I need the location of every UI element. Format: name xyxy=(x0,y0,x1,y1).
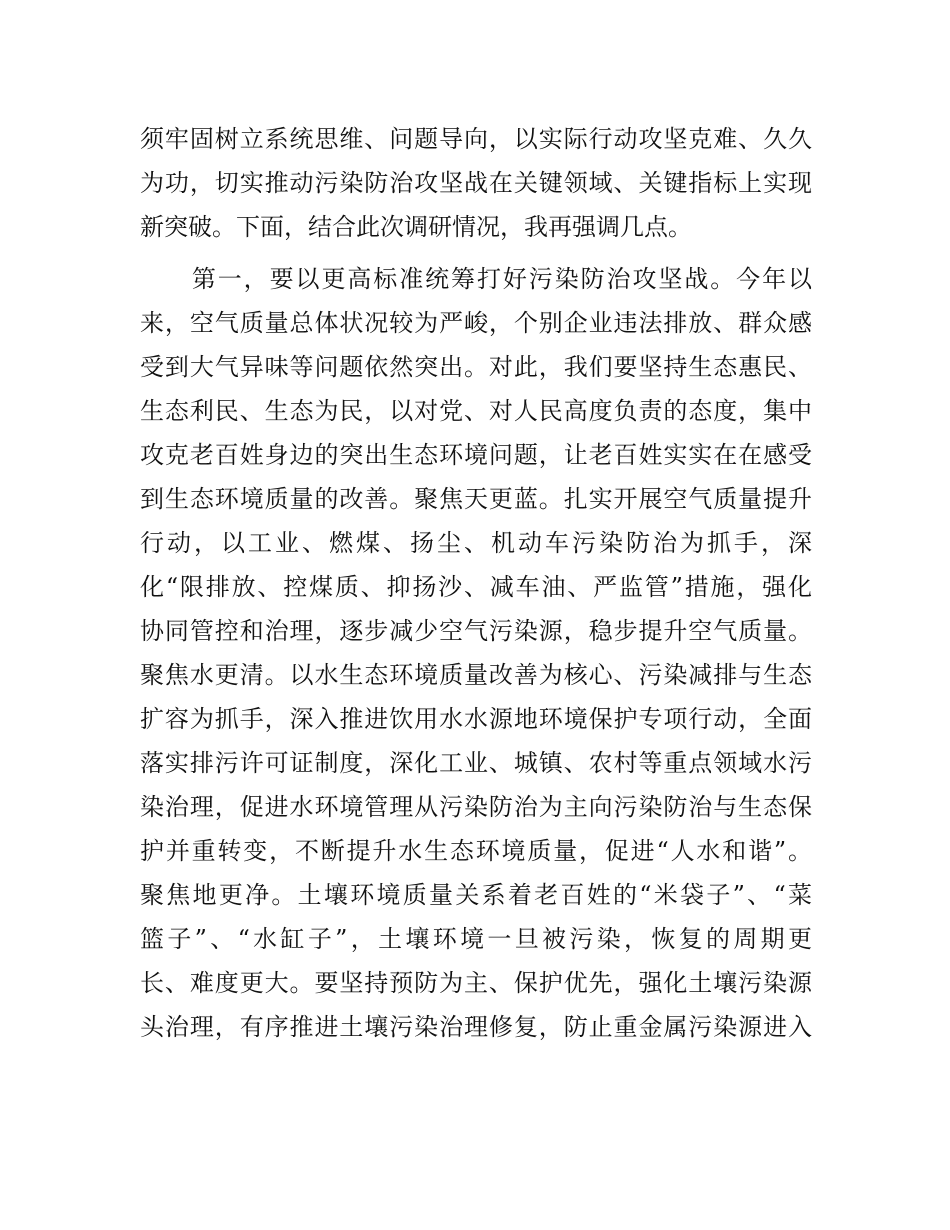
text-line: 头治理，有序推进土壤污染治理修复，防止重金属污染源进入 xyxy=(140,1013,812,1041)
text-line: 聚焦地更净。土壤环境质量关系着老百姓的“米袋子”、“菜 xyxy=(140,881,812,909)
text-line: 受到大气异味等问题依然突出。对此，我们要坚持生态惠民、 xyxy=(140,353,812,381)
text-line: 行动，以工业、燃煤、扬尘、机动车污染防治为抓手，深 xyxy=(140,529,812,557)
text-line: 第一，要以更高标准统筹打好污染防治攻坚战。今年以 xyxy=(140,265,812,293)
text-line: 化“限排放、控煤质、抑扬沙、减车油、严监管”措施，强化 xyxy=(140,573,812,601)
text-line: 新突破。下面，结合此次调研情况，我再强调几点。 xyxy=(140,213,692,241)
document-body xyxy=(140,117,812,1049)
paragraph-spacing xyxy=(140,249,812,257)
text-line: 来，空气质量总体状况较为严峻，个别企业违法排放、群众感 xyxy=(140,309,812,337)
text-line: 长、难度更大。要坚持预防为主、保护优先，强化土壤污染源 xyxy=(140,969,812,997)
paragraph-1 xyxy=(140,117,812,249)
text-line: 协同管控和治理，逐步减少空气污染源，稳步提升空气质量。 xyxy=(140,617,812,645)
text-line: 篮子”、“水缸子”，土壤环境一旦被污染，恢复的周期更 xyxy=(140,925,812,953)
text-line: 扩容为抓手，深入推进饮用水水源地环境保护专项行动，全面 xyxy=(140,705,812,733)
text-line: 聚焦水更清。以水生态环境质量改善为核心、污染减排与生态 xyxy=(140,661,812,689)
text-line: 到生态环境质量的改善。聚焦天更蓝。扎实开展空气质量提升 xyxy=(140,485,812,513)
text-line: 生态利民、生态为民，以对党、对人民高度负责的态度，集中 xyxy=(140,397,812,425)
text-line: 为功，切实推动污染防治攻坚战在关键领域、关键指标上实现 xyxy=(140,169,812,197)
paragraph-2 xyxy=(140,257,812,1049)
text-line: 染治理，促进水环境管理从污染防治为主向污染防治与生态保 xyxy=(140,793,812,821)
text-line: 落实排污许可证制度，深化工业、城镇、农村等重点领域水污 xyxy=(140,749,812,777)
text-line: 须牢固树立系统思维、问题导向，以实际行动攻坚克难、久久 xyxy=(140,125,812,153)
text-line: 护并重转变，不断提升水生态环境质量，促进“人水和谐”。 xyxy=(140,837,812,865)
text-line: 攻克老百姓身边的突出生态环境问题，让老百姓实实在在感受 xyxy=(140,441,812,469)
